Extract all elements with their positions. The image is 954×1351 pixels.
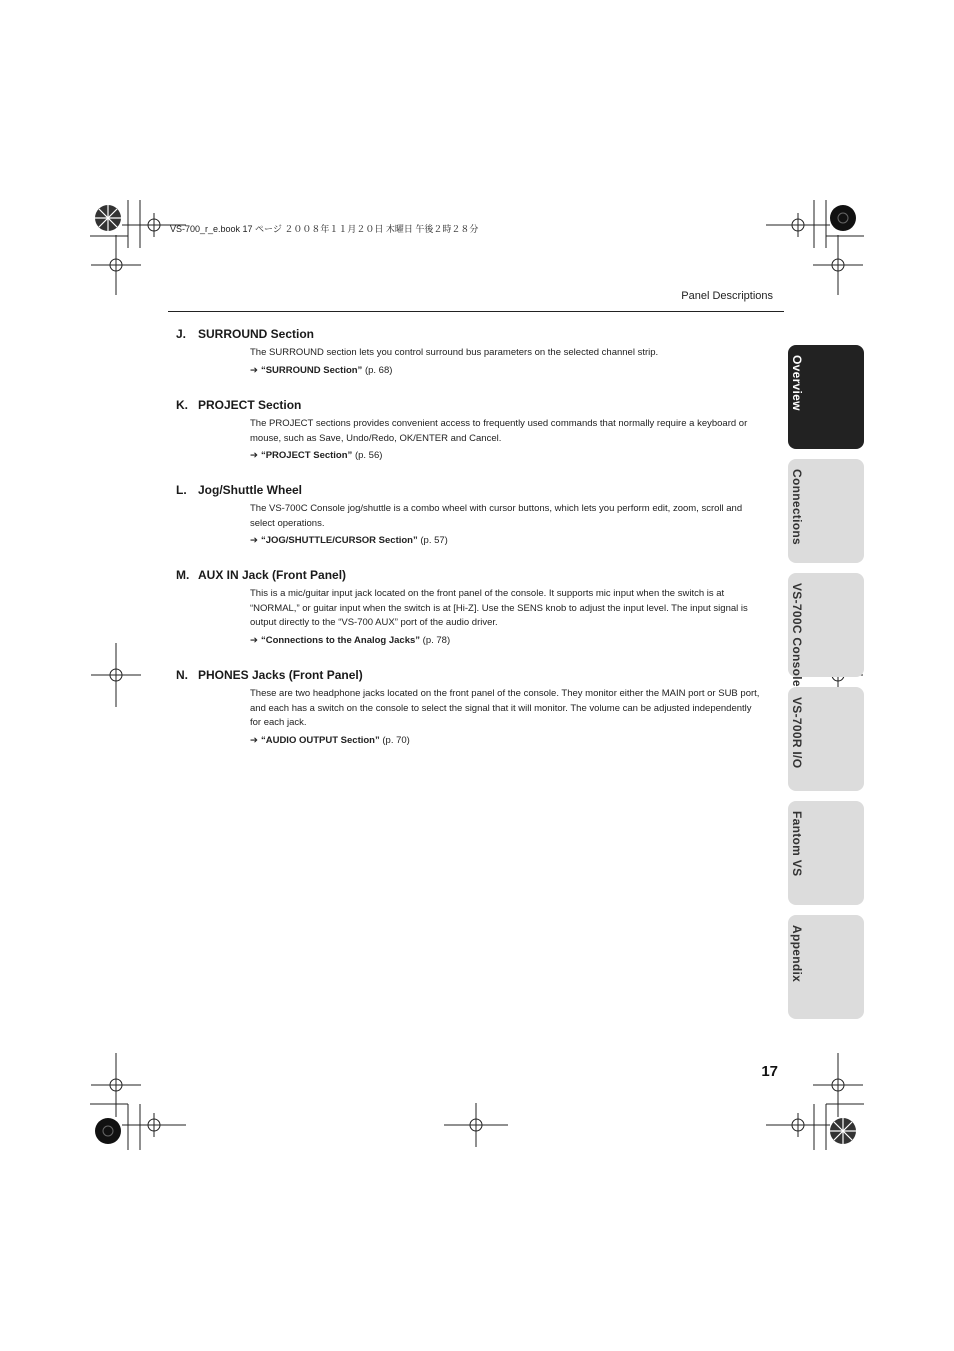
section-title: PHONES Jacks (Front Panel) <box>198 668 363 682</box>
section-project <box>176 397 760 463</box>
section-letter: K. <box>176 398 188 412</box>
ref-link[interactable]: “PROJECT Section” <box>260 450 353 461</box>
tab-vs-700c-console[interactable] <box>788 573 864 687</box>
cross-reference <box>250 364 760 378</box>
section-letter: J. <box>176 327 187 341</box>
section-heading <box>176 326 760 342</box>
header-rule <box>168 311 784 312</box>
section-title: PROJECT Section <box>198 398 302 412</box>
section-jog-shuttle <box>176 482 760 548</box>
section-heading <box>176 667 760 683</box>
tab-label: VS-700C Console <box>790 583 804 687</box>
section-body: The PROJECT sections provides convenient access to frequently used commands that normally require a keyboard or mouse, such as Save, Undo/Redo, OK/ENTER and Cancel. <box>250 418 748 444</box>
section-title: SURROUND Section <box>198 327 315 341</box>
print-job-header: VS-700_r_e.book 17 ページ ２００８年１１月２０日 木曜日 午後２時２８分 <box>170 224 479 234</box>
cross-reference <box>250 734 760 748</box>
section-body: This is a mic/guitar input jack located on the front panel of the console. It supports mic input when the switch is at “NORMAL,” or guitar input when the switch is at [Hi-Z]. Use the SENS knob to adjust the input level. The input signal is output directly to the “VS-700 AUX” port of the audio driver. <box>250 588 748 628</box>
section-heading <box>176 567 760 583</box>
tab-label: VS-700R I/O <box>790 697 804 769</box>
section-letter: N. <box>176 668 188 682</box>
page-number: 17 <box>761 1063 778 1080</box>
section-body: The VS-700C Console jog/shuttle is a combo wheel with cursor buttons, which lets you perform edit, zoom, scroll and select operations. <box>250 503 743 529</box>
tab-label: Appendix <box>790 925 804 983</box>
arrow-icon: ➔ <box>250 364 258 376</box>
arrow-icon: ➔ <box>250 634 258 646</box>
section-heading <box>176 397 760 413</box>
tab-connections[interactable] <box>788 459 864 563</box>
tab-vs-700r-io[interactable] <box>788 687 864 791</box>
tab-label: Overview <box>790 355 804 411</box>
section-body: These are two headphone jacks located on the front panel of the console. They monitor either the MAIN port or SUB port, and each has a switch on the console to select the signal that it will monitor. The volume can be adjusted independently for each jack. <box>250 688 760 728</box>
section-letter: M. <box>176 568 190 582</box>
tab-fantom-vs[interactable] <box>788 801 864 905</box>
section-title: AUX IN Jack (Front Panel) <box>198 568 347 582</box>
chapter-tabs <box>788 345 864 1029</box>
ref-link[interactable]: “JOG/SHUTTLE/CURSOR Section” <box>260 535 418 546</box>
ref-page: (p. 70) <box>382 734 410 746</box>
cross-reference <box>250 634 760 648</box>
running-head: Panel Descriptions <box>681 290 773 302</box>
section-body: The SURROUND section lets you control surround bus parameters on the selected channel strip. <box>250 347 659 358</box>
section-letter: L. <box>176 483 187 497</box>
tab-label: Connections <box>790 469 804 545</box>
tab-overview[interactable] <box>788 345 864 449</box>
ref-page: (p. 68) <box>364 364 393 376</box>
arrow-icon: ➔ <box>250 450 258 461</box>
arrow-icon: ➔ <box>250 535 258 546</box>
section-heading <box>176 482 760 498</box>
tab-appendix[interactable] <box>788 915 864 1019</box>
ref-link[interactable]: “Connections to the Analog Jacks” <box>260 634 421 646</box>
section-phones <box>176 667 760 748</box>
arrow-icon: ➔ <box>250 734 258 746</box>
ref-page: (p. 78) <box>422 634 451 646</box>
ref-link[interactable]: “SURROUND Section” <box>260 364 363 376</box>
cross-reference <box>250 449 760 463</box>
section-title: Jog/Shuttle Wheel <box>198 483 303 497</box>
tab-label: Fantom VS <box>790 811 804 877</box>
ref-page: (p. 56) <box>354 450 383 461</box>
ref-link[interactable]: “AUDIO OUTPUT Section” <box>260 734 380 746</box>
section-aux-in <box>176 567 760 648</box>
section-surround <box>176 326 760 378</box>
cross-reference <box>250 534 760 548</box>
ref-page: (p. 57) <box>420 535 448 546</box>
